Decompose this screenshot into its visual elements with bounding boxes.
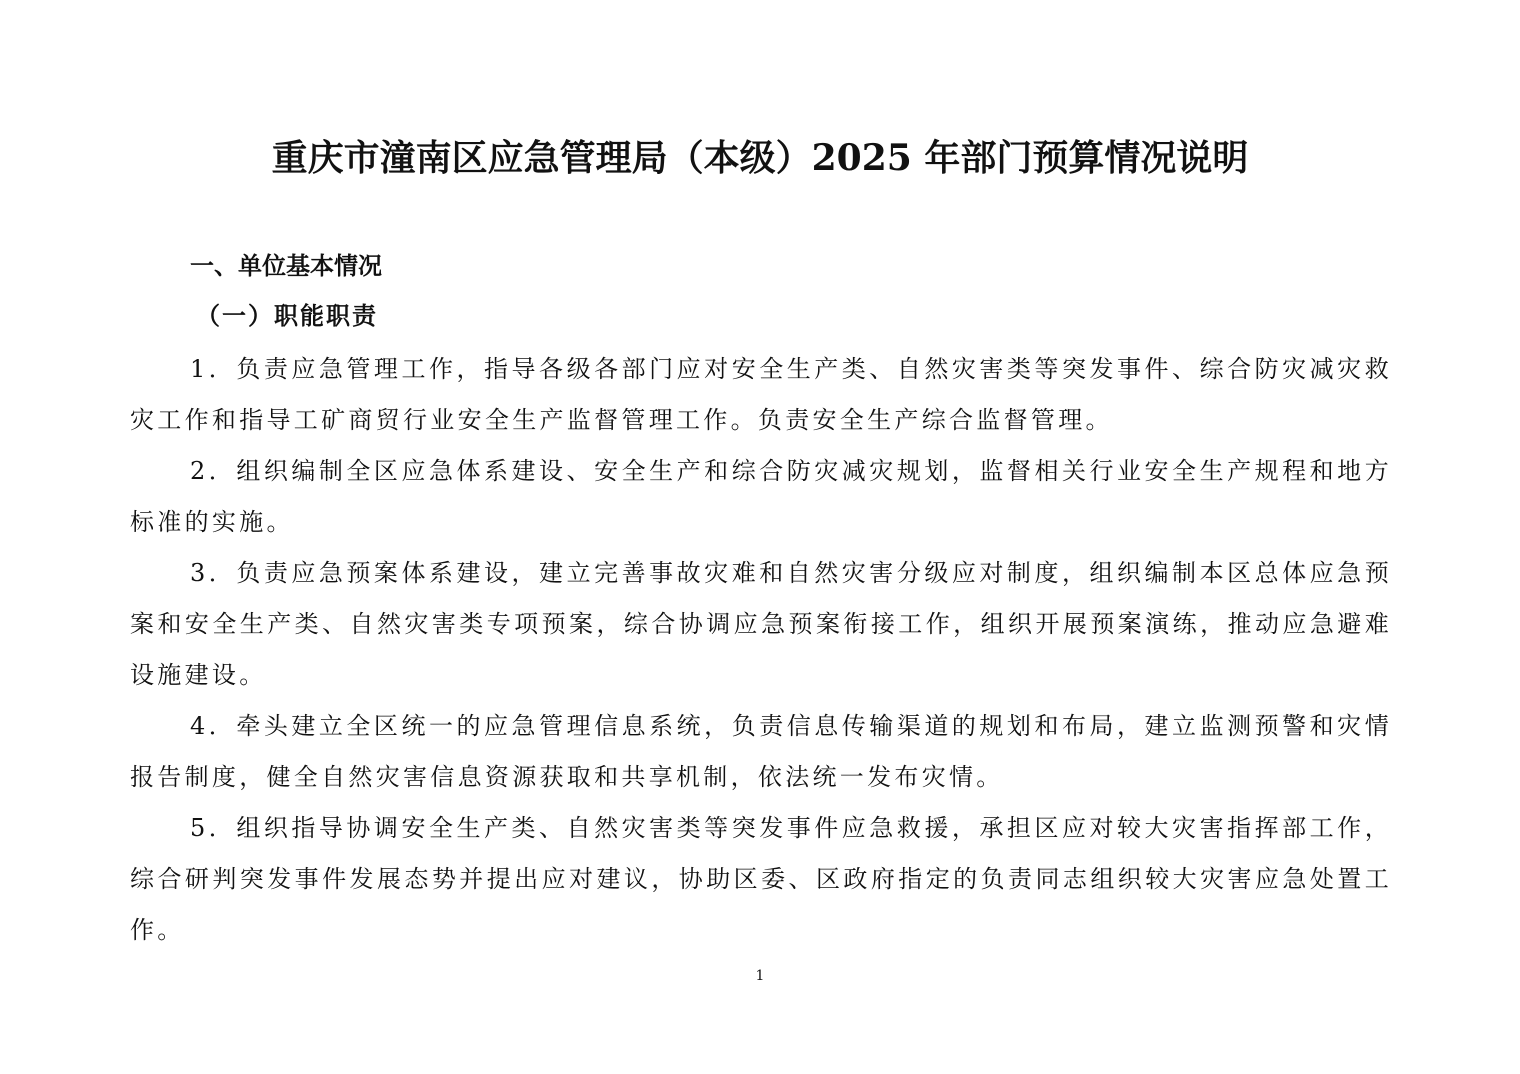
document-title: 重庆市潼南区应急管理局（本级）2025 年部门预算情况说明	[271, 137, 1249, 179]
sub-heading: （一）职能职责	[196, 301, 378, 330]
page-number: 1	[755, 968, 765, 984]
section-heading: 一、单位基本情况	[190, 252, 382, 280]
paragraph-4: 4．牵头建立全区统一的应急管理信息系统，负责信息传输渠道的规划和布局，建立监测预警和灾情报告制度，健全自然灾害信息资源获取和共享机制，依法统一发布灾情。	[130, 712, 1392, 791]
paragraph-1: 1．负责应急管理工作，指导各级各部门应对安全生产类、自然灾害类等突发事件、综合防灾减灾救灾工作和指导工矿商贸行业安全生产监督管理工作。负责安全生产综合监督管理。	[130, 355, 1392, 434]
paragraph-2: 2．组织编制全区应急体系建设、安全生产和综合防灾减灾规划，监督相关行业安全生产规程和地方标准的实施。	[130, 457, 1392, 536]
paragraph-3: 3．负责应急预案体系建设，建立完善事故灾难和自然灾害分级应对制度，组织编制本区总体应急预案和安全生产类、自然灾害类专项预案，综合协调应急预案衔接工作，组织开展预案演练，推动应急避难设施建设。	[130, 559, 1392, 689]
paragraph-5: 5．组织指导协调安全生产类、自然灾害类等突发事件应急救援，承担区应对较大灾害指挥部工作，综合研判突发事件发展态势并提出应对建议，协助区委、区政府指定的负责同志组织较大灾害应急处置工作。	[130, 814, 1392, 944]
body-text	[130, 344, 1392, 956]
